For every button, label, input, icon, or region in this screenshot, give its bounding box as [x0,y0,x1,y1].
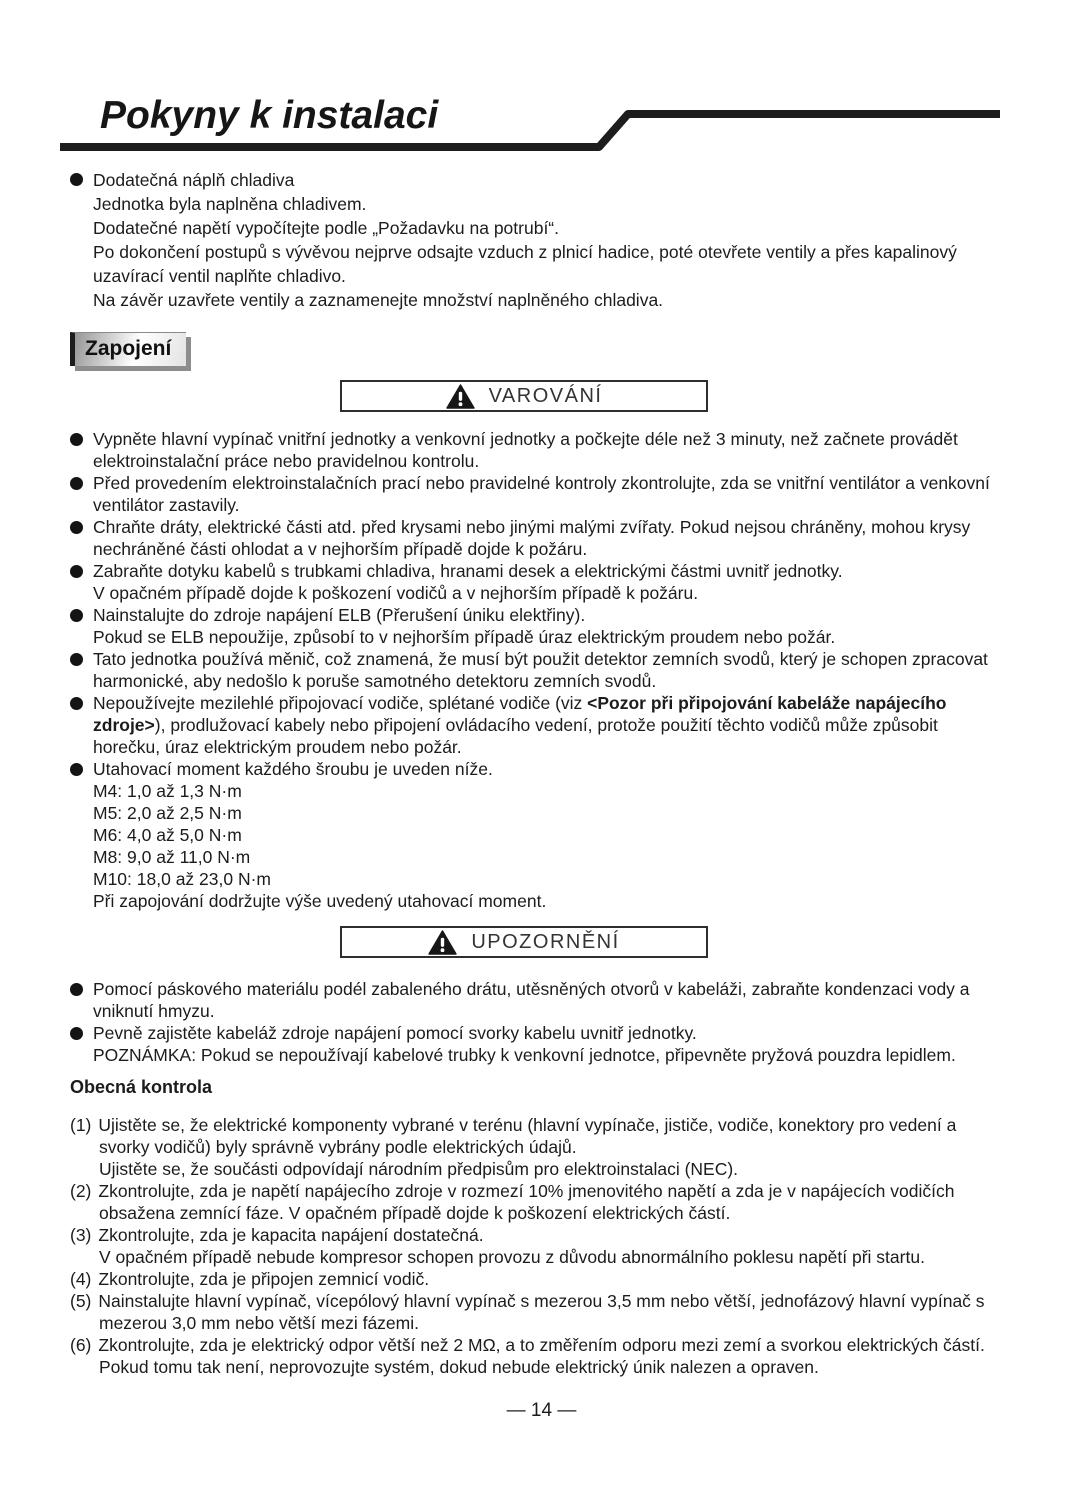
text-line: obsažena zemnící fáze. V opačném případě dojde k poškození elektrických částí. [99,1203,731,1223]
warning-box [340,380,708,412]
text-line: Tato jednotka používá měnič, což znamená, že musí být použit detektor zemních svodů, který je schopen zpracovat [93,649,988,669]
numbered-item [70,1290,1067,1334]
caution-list [70,978,1067,1066]
text-line: Jednotka byla naplněna chladivem. [93,194,367,214]
list-item [70,692,1067,758]
torque-line: M10: 18,0 až 23,0 N·m [93,869,271,889]
caution-box [340,926,708,958]
item-number: (3) [70,1225,92,1245]
torque-line: M5: 2,0 až 2,5 N·m [93,803,242,823]
torque-line: M6: 4,0 až 5,0 N·m [93,825,242,845]
list-item [70,472,1067,516]
text-line: vniknutí hmyzu. [93,1001,215,1021]
text-line: V opačném případě dojde k poškození vodičů a v nejhorším případě k požáru. [93,583,699,603]
text-line: (1) Ujistěte se, že elektrické komponenty vybrané v terénu (hlavní vypínače, jističe, vodiče, konektory pro vedení a [70,1115,957,1135]
text-line: (2) Zkontrolujte, zda je napětí napájecího zdroje v rozmezí 10% jmenovitého napětí a zda je v napájecích vodičích [70,1181,955,1201]
text-line: Zabraňte dotyku kabelů s trubkami chladiva, hranami desek a elektrickými částmi uvnitř jednotky. [93,561,843,581]
section-header-wrap [70,332,1067,366]
text-line: (6) Zkontrolujte, zda je elektrický odpor větší než 2 MΩ, a to změřením odporu mezi zemí a svorkou elektrických částí. [70,1335,985,1355]
text-line: uzavírací ventil naplňte chladivo. [93,266,346,286]
bullet-icon [70,763,83,776]
text-line: Dodatečná náplň chladiva [93,170,295,190]
caution-box-label: UPOZORNĚNÍ [471,930,620,953]
text-line: Pokud tomu tak není, neprovozujte systém, dokud nebude elektrický únik nalezen a opraven. [99,1357,819,1377]
bullet-icon [70,433,83,446]
text-line: Ujistěte se, že součásti odpovídají národním předpisům pro elektroinstalaci (NEC). [99,1159,739,1179]
text-line: Po dokončení postupů s vývěvou nejprve odsajte vzduch z plnicí hadice, poté otevřete ventily a přes kapalinový [93,242,957,262]
numbered-item [70,1180,1067,1224]
bullet-icon [70,653,83,666]
text-line: (3) Zkontrolujte, zda je kapacita napájení dostatečná. [70,1225,484,1245]
item-number: (6) [70,1335,92,1355]
numbered-item [70,1114,1067,1180]
bullet-icon [70,477,83,490]
warning-triangle-icon [428,930,457,955]
bullet-icon [70,1027,83,1040]
list-item [70,604,1067,648]
general-check-heading: Obecná kontrola [70,1077,213,1097]
torque-line: M4: 1,0 až 1,3 N·m [93,781,242,801]
text-line: Při zapojování dodržujte výše uvedený utahovací moment. [93,891,547,911]
text-line: zdroje>), prodlužovací kabely nebo připojení ovládacího vedení, protože použití těchto vodičů může způsobit [93,715,938,735]
intro-text [93,168,1067,312]
text-line: Vypněte hlavní vypínač vnitřní jednotky a venkovní jednotky a počkejte déle než 3 minuty, než začnete provádět [93,429,958,449]
list-item [70,1022,1067,1066]
bullet-icon [70,609,83,622]
item-number: (1) [70,1115,92,1135]
list-item [70,428,1067,472]
text-line: ventilátor zastavily. [93,495,240,515]
text-line: Pokud se ELB nepoužije, způsobí to v nejhorším případě úraz elektrickým proudem nebo požár. [93,627,836,647]
text-line: Chraňte dráty, elektrické části atd. před krysami nebo jinými malými zvířaty. Pokud nejsou chráněny, mohou krysy [93,517,971,537]
text-line: harmonické, aby nedošlo k poruše samotného detektoru zemních svodů. [93,671,657,691]
text-line: Dodatečné napětí vypočítejte podle „Požadavku na potrubí“. [93,218,559,238]
list-item [70,758,1067,912]
text-line: mezerou 3,0 mm nebo větší mezi fázemi. [99,1313,419,1333]
warning-triangle-icon [446,384,475,409]
text-line: nechráněné části ohlodat a v nejhorším případě dojde k požáru. [93,539,588,559]
section-header: Zapojení [70,332,186,366]
numbered-item [70,1224,1067,1268]
warning-box-label: VAROVÁNÍ [488,384,603,407]
page-body [70,168,1067,1378]
intro-item [70,168,1067,312]
text-line: elektroinstalační práce nebo pravidelnou kontrolu. [93,451,480,471]
text-line: Na závěr uzavřete ventily a zaznamenejte množství naplněného chladiva. [93,290,664,310]
bullet-icon [70,173,83,186]
text-line: Nainstalujte do zdroje napájení ELB (Přerušení úniku elektřiny). [93,605,586,625]
list-item [70,516,1067,560]
item-number: (2) [70,1181,92,1201]
text-line: svorky vodičů) byly správně vybrány podle elektrických údajů. [99,1137,577,1157]
warning-list [70,428,1067,912]
list-item [70,648,1067,692]
page-number: — 14 — [506,1400,577,1421]
text-line: V opačném případě nebude kompresor schopen provozu z důvodu abnormálního poklesu napětí při startu. [99,1247,925,1267]
general-check-list [70,1114,1067,1378]
page-title: Pokyny k instalaci [100,94,439,137]
text-line: POZNÁMKA: Pokud se nepoužívají kabelové trubky k venkovní jednotce, připevněte pryžová pouzdra lepidlem. [93,1045,956,1065]
text-line: Nepoužívejte mezilehlé připojovací vodiče, splétané vodiče (viz <Pozor při připojování kabeláže napájecího [93,693,947,713]
text-line: horečku, úraz elektrickým proudem nebo požár. [93,737,462,757]
bullet-icon [70,697,83,710]
header-rule-line [0,0,1083,170]
text-line: (5) Nainstalujte hlavní vypínač, vícepólový hlavní vypínač s mezerou 3,5 mm nebo větší, jednofázový hlavní vypínač s [70,1291,985,1311]
list-item [70,560,1067,604]
text-line: (4) Zkontrolujte, zda je připojen zemnicí vodič. [70,1269,430,1289]
bullet-icon [70,565,83,578]
text-line: Pomocí páskového materiálu podél zabaleného drátu, utěsněných otvorů v kabeláži, zabraňte kondenzaci vody a [93,979,970,999]
text-line: Utahovací moment každého šroubu je uveden níže. [93,759,493,779]
text-line: Pevně zajistěte kabeláž zdroje napájení pomocí svorky kabelu uvnitř jednotky. [93,1023,697,1043]
bullet-icon [70,983,83,996]
item-number: (4) [70,1269,92,1289]
item-number: (5) [70,1291,92,1311]
list-item [70,978,1067,1022]
torque-line: M8: 9,0 až 11,0 N·m [93,847,251,867]
bullet-icon [70,521,83,534]
numbered-item [70,1334,1067,1378]
numbered-item [70,1268,1067,1290]
text-line: Před provedením elektroinstalačních prací nebo pravidelné kontroly zkontrolujte, zda se vnitřní ventilátor a venkovní [93,473,990,493]
